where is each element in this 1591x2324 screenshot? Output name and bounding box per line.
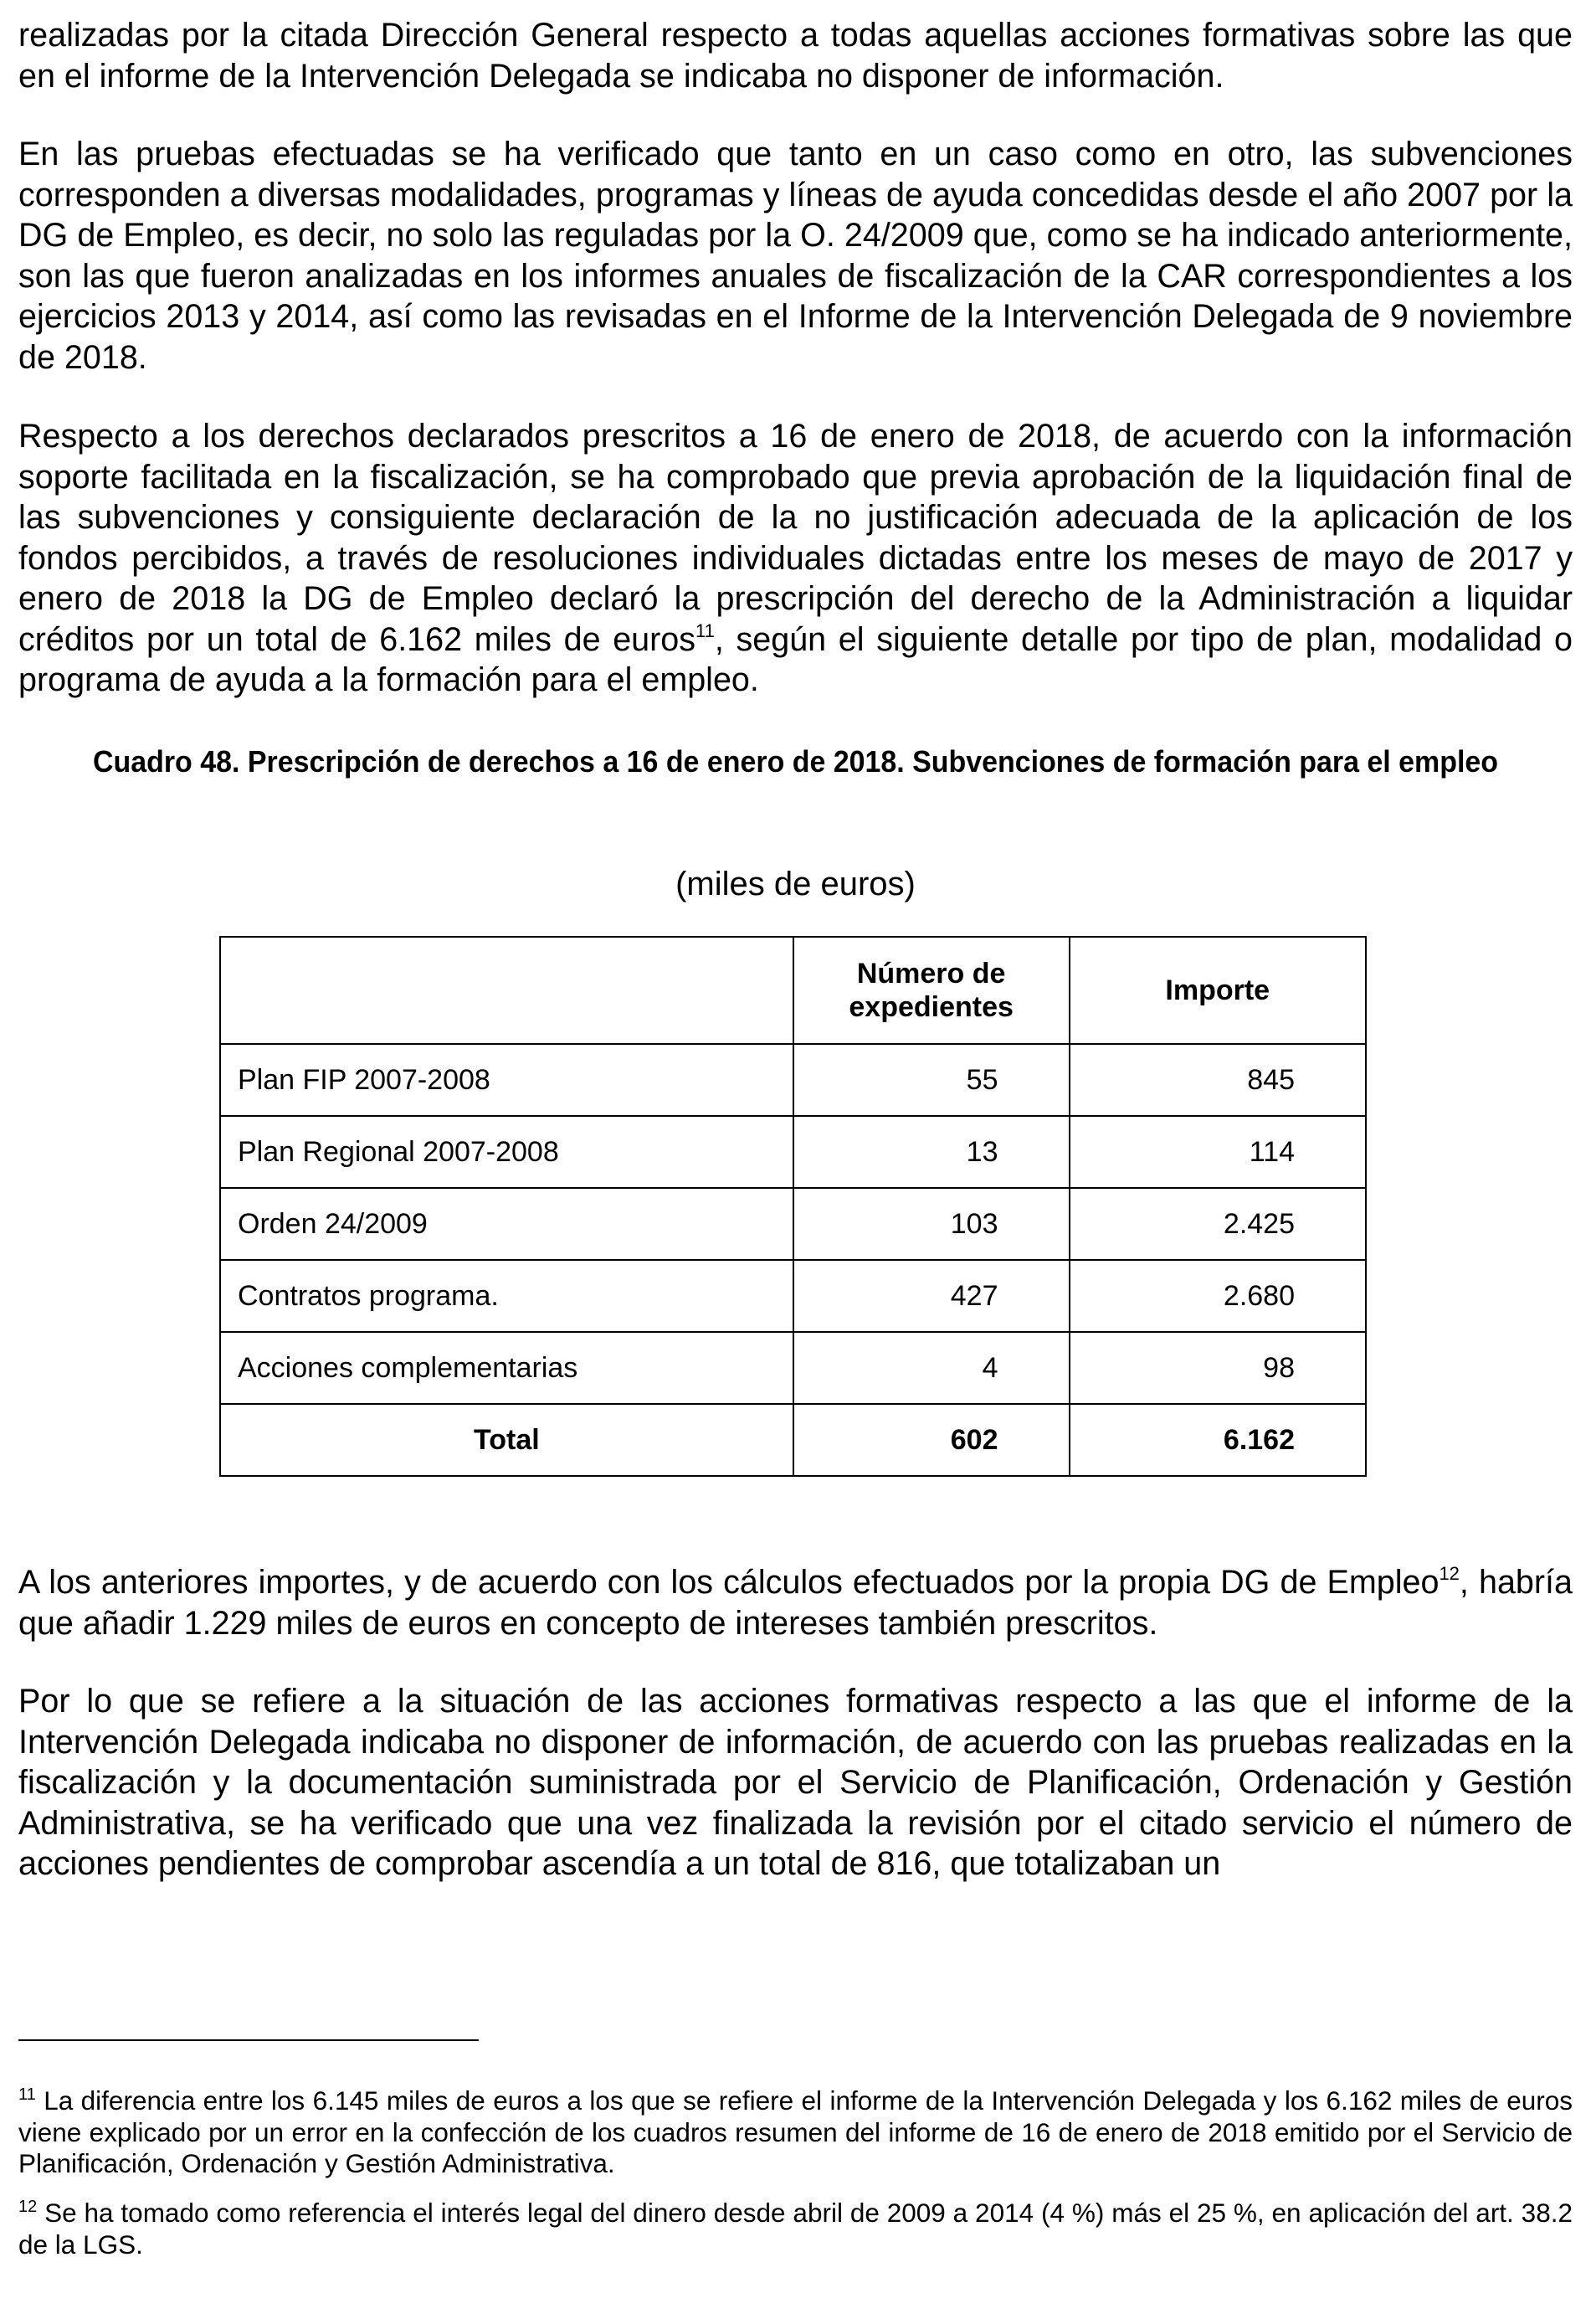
table-header-row	[220, 937, 1366, 1044]
paragraph-1: realizadas por la citada Dirección General respecto a todas aquellas acciones formativas sobre las que en el informe de la Intervención Delegada se indicaba no disponer de información.	[18, 17, 1573, 95]
table-row	[220, 1188, 1366, 1260]
row-expedientes: 103	[793, 1188, 1070, 1260]
table-row	[220, 1116, 1366, 1188]
footnote-number: 12	[18, 2198, 38, 2216]
table-row	[220, 1332, 1366, 1404]
row-label: Plan FIP 2007-2008	[220, 1044, 793, 1116]
paragraph-5: Por lo que se refiere a la situación de las acciones formativas respecto a las que el informe de la Intervención Delegada indicaba no disponer de información, de acuerdo con las pruebas realizadas en la fiscalización y la documentación suministrada por el Servicio de Planificación, Ordenación y Gestión Administrativa, se ha verificado que una vez finalizada la revisión por el citado servicio el número de acciones pendientes de comprobar ascendía a un total de 816, que totalizaban un	[18, 1683, 1573, 1882]
total-label: Total	[220, 1404, 793, 1476]
footnote-ref-11[interactable]: 11	[695, 620, 715, 641]
row-expedientes: 4	[793, 1332, 1070, 1404]
footnote-12	[18, 2198, 1573, 2260]
header-importe: Importe	[1070, 937, 1367, 1044]
total-expedientes: 602	[793, 1404, 1070, 1476]
row-importe: 2.425	[1070, 1188, 1367, 1260]
table-units: (miles de euros)	[675, 866, 916, 902]
row-label: Acciones complementarias	[220, 1332, 793, 1404]
total-importe: 6.162	[1070, 1404, 1367, 1476]
paragraph-3-text-b: , según el siguiente detalle por tipo de plan, modalidad o programa de ayuda a la formación para el empleo.	[18, 620, 1573, 698]
footnote-number: 11	[18, 2085, 36, 2104]
footnote-separator	[18, 2039, 479, 2041]
row-importe: 2.680	[1070, 1260, 1367, 1332]
footnote-11	[18, 2085, 1573, 2180]
table-total-row	[220, 1404, 1366, 1476]
paragraph-4	[18, 1562, 1573, 1643]
row-expedientes: 13	[793, 1116, 1070, 1188]
row-importe: 98	[1070, 1332, 1367, 1404]
footnote-text: Se ha tomado como referencia el interés legal del dinero desde abril de 2009 a 2014 (4 %) más el 25 %, en aplicación del art. 38.2 de la LGS.	[18, 2198, 1573, 2260]
row-expedientes: 55	[793, 1044, 1070, 1116]
row-expedientes: 427	[793, 1260, 1070, 1332]
table-caption: Cuadro 48. Prescripción de derechos a 16 de enero de 2018. Subvenciones de formación para el empleo	[92, 744, 1499, 779]
paragraph-4-text-b: , habría que añadir 1.229 miles de euros en concepto de intereses también prescritos.	[18, 1564, 1573, 1642]
footnote-ref-12[interactable]: 12	[1439, 1563, 1460, 1584]
row-label: Orden 24/2009	[220, 1188, 793, 1260]
row-label: Plan Regional 2007-2008	[220, 1116, 793, 1188]
header-expedientes: Número de expedientes	[793, 937, 1070, 1044]
footnote-text: La diferencia entre los 6.145 miles de euros a los que se refiere el informe de la Intervención Delegada y los 6.162 miles de euros viene explicado por un error en la confección de los cuadros resumen del informe de 16 de enero de 2018 emitido por el Servicio de Planificación, Ordenación y Gestión Administrativa.	[18, 2085, 1573, 2178]
table-row	[220, 1260, 1366, 1332]
table-row	[220, 1044, 1366, 1116]
paragraph-4-text-a: A los anteriores importes, y de acuerdo con los cálculos efectuados por la propia DG de Empleo	[18, 1564, 1440, 1601]
row-importe: 114	[1070, 1116, 1367, 1188]
row-importe: 845	[1070, 1044, 1367, 1116]
paragraph-3-text-a: Respecto a los derechos declarados prescritos a 16 de enero de 2018, de acuerdo con la información soporte facilitada en la fiscalización, se ha comprobado que previa aprobación de la liquidación final de las subvenciones y consiguiente declaración de la no justificación adecuada de la aplicación de los fondos percibidos, a través de resoluciones individuales dictadas entre los meses de mayo de 2017 y enero de 2018 la DG de Empleo declaró la prescripción del derecho de la Administración a liquidar créditos por un total de 6.162 miles de euros	[18, 418, 1573, 658]
paragraph-2: En las pruebas efectuadas se ha verificado que tanto en un caso como en otro, las subvenciones corresponden a diversas modalidades, programas y líneas de ayuda concedidas desde el año 2007 por la DG de Empleo, es decir, no solo las reguladas por la O. 24/2009 que, como se ha indicado anteriormente, son las que fueron analizadas en los informes anuales de fiscalización de la CAR correspondientes a los ejercicios 2013 y 2014, así como las revisadas en el Informe de la Intervención Delegada de 9 noviembre de 2018.	[18, 136, 1573, 376]
prescription-table	[219, 936, 1367, 1477]
row-label: Contratos programa.	[220, 1260, 793, 1332]
header-concept	[220, 937, 793, 1044]
paragraph-3	[18, 416, 1573, 701]
